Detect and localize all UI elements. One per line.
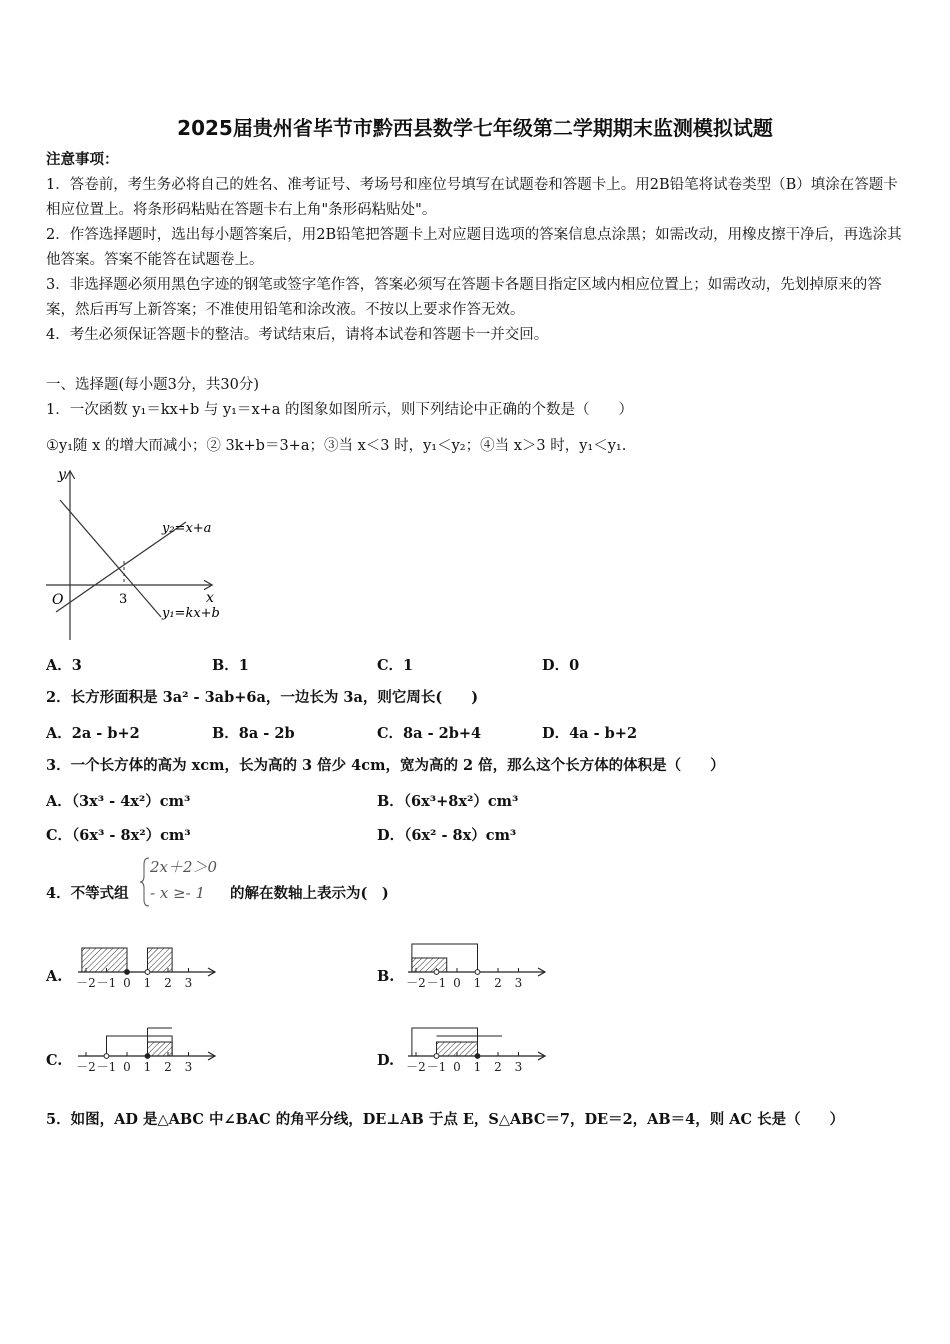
tick-label: 3 [184,1060,193,1074]
closed-point [475,1054,480,1059]
q2-option-c[interactable]: C．8a - 2b+4 [377,725,482,742]
tick-label: 2 [164,976,172,990]
tick-3-label: 3 [119,592,128,607]
x-label: x [206,590,214,606]
open-point [475,970,480,975]
tick-label: 2 [494,1060,502,1074]
brace-icon [140,856,150,908]
q1-option-b[interactable]: B．1 [212,657,249,674]
tick-label: －2 [76,1060,96,1074]
tick-label: 3 [184,976,193,990]
q4-option-c[interactable]: C. [46,1052,63,1069]
shaded-region [82,948,127,972]
tick-label: 1 [473,1060,482,1074]
tick-label: 0 [453,976,461,990]
tick-label: 1 [143,1060,152,1074]
number-line-b[interactable] [404,936,550,994]
q1-option-d[interactable]: D．0 [542,657,580,674]
tick-label: 3 [514,976,523,990]
y-label: y [58,467,66,483]
tick-label: 3 [514,1060,523,1074]
q2-option-d[interactable]: D．4a - b+2 [542,725,638,742]
tick-label: 1 [473,976,482,990]
note-4: 4．考生必须保证答题卡的整洁。考试结束后，请将本试卷和答题卡一并交回。 [46,327,549,343]
q2-option-a[interactable]: A．2a - b+2 [46,725,140,742]
y2-label: y₂=x+a [162,521,212,536]
tick-label: 0 [123,976,131,990]
q4-system [140,856,230,908]
q3-option-b[interactable]: B．（6x³+8x²）cm³ [377,793,519,810]
tick-label: －1 [96,976,117,990]
q2-stem: 2．长方形面积是 3a² - 3ab+6a，一边长为 3a，则它周长( ) [46,689,479,706]
q4-option-b[interactable]: B. [377,968,395,985]
note-1: 1．答卷前，考生务必将自己的姓名、准考证号、考场号和座位号填写在试题卷和答题卡上。用2B铅笔将试卷类型（B）填涂在答题卡相应位置上。将条形码粘贴在答题卡右上角"条形码粘贴处"。 [46,177,898,218]
q1-conditions: ①y₁随 x 的增大而减小；② 3k+b＝3+a；③当 x＜3 时，y₁＜y₂；④当 x＞3 时，y₁＜y₁. [46,438,627,454]
q4-inequality-1: 2x＋2＞0 [150,858,218,876]
q4-stem-post: 的解在数轴上表示为( ) [230,885,389,902]
q4-inequality-2: - x ≥- 1 [150,884,206,902]
open-point [434,970,439,975]
tick-label: 0 [453,1060,461,1074]
open-point [145,970,150,975]
page-title: 2025届贵州省毕节市黔西县数学七年级第二学期期末监测模拟试题 [177,116,773,140]
notes-heading: 注意事项： [46,151,119,168]
tick-label: 2 [164,1060,172,1074]
number-line-d[interactable] [404,1020,550,1078]
shaded-region [148,1042,173,1056]
section-heading: 一、选择题(每小题3分，共30分) [46,377,259,393]
tick-label: 2 [494,976,502,990]
note-3: 3．非选择题必须用黑色字迹的钢笔或签字笔作答，答案必须写在答题卡各题目指定区域内相应位置上；如需改动，先划掉原来的答案，然后再写上新答案；不准使用铅笔和涂改液。不按以上要求作答无效。 [46,277,882,318]
open-point [104,1054,109,1059]
shaded-region [148,948,173,972]
closed-point [125,970,130,975]
number-line-a[interactable] [74,936,220,994]
q4-option-d[interactable]: D. [377,1052,395,1069]
tick-label: －1 [426,976,447,990]
open-point [434,1054,439,1059]
number-line-c[interactable] [74,1020,220,1078]
closed-point [145,1054,150,1059]
y1-label: y₁=kx+b [162,606,220,621]
q1-option-a[interactable]: A．3 [46,657,82,674]
tick-label: －2 [406,1060,426,1074]
origin-label: O [52,592,64,608]
q1-stem: 1．一次函数 y₁＝kx+b 与 y₁＝x+a 的图象如图所示，则下列结论中正确的个数是（ ） [46,402,634,418]
tick-label: －2 [76,976,96,990]
tick-label: －2 [406,976,426,990]
q3-option-a[interactable]: A．（3x³ - 4x²）cm³ [46,793,191,810]
q2-option-b[interactable]: B．8a - 2b [212,725,295,742]
tick-label: 0 [123,1060,131,1074]
note-2: 2．作答选择题时，选出每小题答案后，用2B铅笔把答题卡上对应题目选项的答案信息点涂黑；如需改动，用橡皮擦干净后，再选涂其他答案。答案不能答在试题卷上。 [46,227,902,268]
tick-label: －1 [426,1060,447,1074]
q3-stem: 3．一个长方体的高为 xcm，长为高的 3 倍少 4cm，宽为高的 2 倍，那么这个长方体的体积是（ ） [46,757,725,774]
q1-graph [46,462,226,642]
q4-stem-pre: 4．不等式组 [46,885,129,902]
tick-label: －1 [96,1060,117,1074]
q3-option-c[interactable]: C．（6x³ - 8x²）cm³ [46,827,191,844]
shaded-region [437,1042,478,1056]
tick-label: 1 [143,976,152,990]
q1-option-c[interactable]: C．1 [377,657,414,674]
q4-option-a[interactable]: A. [46,968,63,985]
q5-stem: 5．如图，AD 是△ABC 中∠BAC 的角平分线，DE⊥AB 于点 E，S△ABC＝7，DE＝2，AB＝4，则 AC 长是（ ） [46,1111,845,1128]
shaded-region [412,958,447,972]
q3-option-d[interactable]: D．（6x² - 8x）cm³ [377,827,517,844]
